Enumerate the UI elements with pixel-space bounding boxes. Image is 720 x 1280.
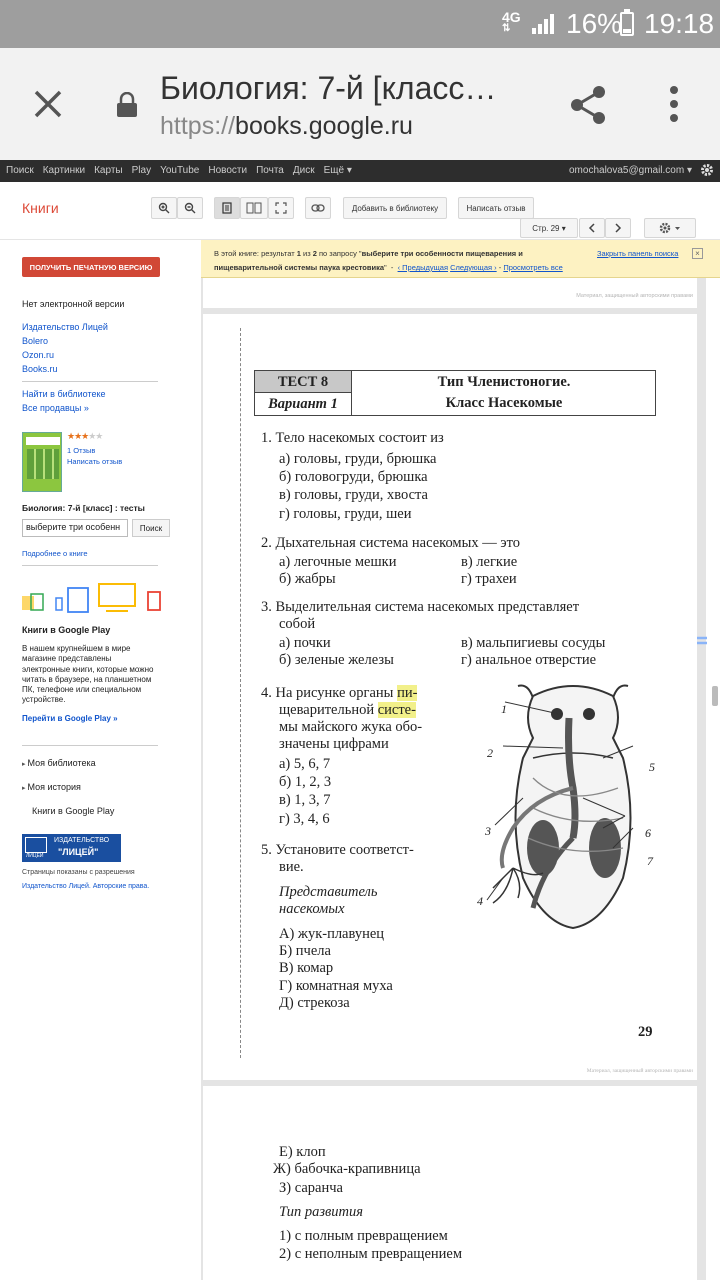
gbar-link-mail[interactable]: Почта [256,165,284,176]
seller-link-ozon[interactable]: Ozon.ru [22,350,55,360]
search-result-summary: В этой книге: результат 1 из 2 по запросу "выберите три особенности пищеварения и [214,249,523,258]
column-heading: Представитель [279,884,378,900]
insect-item: Ж) бабочка-крапивница [273,1161,421,1177]
gbar-link-play[interactable]: Play [131,165,152,176]
book-viewer[interactable] [201,278,706,1280]
link-icon [311,204,325,212]
search-in-book-input[interactable]: выберите три особенн [22,519,128,537]
settings-dropdown[interactable] [644,218,696,238]
seller-link-licey[interactable]: Издательство Лицей [22,322,108,332]
close-icon[interactable]: × [692,248,703,259]
play-description: В нашем крупнейшем в мире магазине представлены электронные книги, которые можно читать в браузере, на планшетном ПК, телефоне или специальном устройстве. [22,644,154,705]
get-print-version-button[interactable]: ПОЛУЧИТЬ ПЕЧАТНУЮ ВЕРСИЮ [22,257,160,277]
page-title: Биология: 7-й [класс… [160,70,497,106]
chevron-right-icon [614,223,622,233]
add-to-library-button[interactable]: Добавить в библиотеку [343,197,447,219]
prev-result-link[interactable]: ‹ Предыдущая [397,263,449,272]
books-header [0,182,720,240]
zoom-out-button[interactable] [177,197,203,219]
google-bar [0,160,720,182]
zoom-in-icon [158,202,170,214]
development-item: 2) с неполным превращением [279,1246,463,1262]
variant-label: Вариант 1 [255,393,352,415]
url-protocol: https:// [160,112,236,140]
expand-arrow-icon: ▸ [22,785,28,792]
signal-icon [530,12,558,36]
page-margin-line [240,328,241,1058]
question-4-cont: мы майского жука обо- [279,719,423,735]
two-page-view-button[interactable] [240,197,268,219]
answer-option: а) легочные мешки [279,554,397,570]
figure-label: 6 [645,826,651,840]
google-bar-links [6,165,352,176]
gbar-link-maps[interactable]: Карты [94,165,123,176]
answer-option: г) головы, груди, шеи [279,506,412,522]
book-icon [25,837,47,853]
question-3-cont: собой [279,616,316,632]
copyright-link[interactable]: Издательство Лицей. Авторские права. [22,883,150,890]
answer-option: в) головы, груди, хвоста [279,487,428,503]
gear-icon[interactable] [700,163,714,177]
go-to-play-link[interactable]: Перейти в Google Play » [22,714,118,723]
search-in-book-button[interactable]: Поиск [132,519,170,537]
gbar-link-search[interactable]: Поиск [6,165,34,176]
network-indicator: 4G ⇅ [502,9,521,34]
insect-item: Е) клоп [279,1144,326,1160]
figure-label: 7 [647,854,653,868]
development-item: 1) с полным превращением [279,1228,448,1244]
answer-option: в) мальпигиевы сосуды [461,635,606,651]
zoom-out-icon [184,202,196,214]
question-5-cont: вие. [279,859,304,875]
watermark: Материал, защищенный авторскими правами [586,1068,693,1074]
play-books-link[interactable]: Книги в Google Play [32,806,115,816]
sidebar [0,240,200,900]
answer-option: а) головы, груди, брюшка [279,451,437,467]
test-topic: Тип Членистоногие. Класс Насекомые [437,374,571,411]
find-in-library-link[interactable]: Найти в библиотеке [22,389,106,399]
answer-option: г) трахеи [461,571,517,587]
chevron-left-icon [588,223,596,233]
book-title: Биология: 7-й [класс] : тесты [22,503,145,513]
gbar-link-youtube[interactable]: YouTube [160,165,200,176]
publisher-logo[interactable]: ЛИЦЕЙ ИЗДАТЕЛЬСТВО "ЛИЦЕЙ" [22,834,121,862]
prev-page-button[interactable] [579,218,605,238]
gbar-link-news[interactable]: Новости [208,165,248,176]
books-logo[interactable]: Книги [22,200,59,216]
insect-item: Г) комнатная муха [279,978,393,994]
my-history-link[interactable]: ▸ Моя история [22,782,81,792]
gbar-link-images[interactable]: Картинки [42,165,86,176]
question-4-cont: щеварительной систе- [279,702,416,718]
answer-option: г) 3, 4, 6 [279,811,330,827]
account-email[interactable]: omochalova5@gmail.com ▾ [569,165,692,176]
column-heading: Тип развития [279,1204,364,1220]
answer-option: в) легкие [461,554,518,570]
search-result-query: пищеварительной системы паука крестовика" - ‹ Предыдущая Следующая › - Просмотреть все [214,263,563,272]
rating-stars: ★★★★★ [67,431,103,441]
devices-icon [22,582,164,616]
lock-icon [116,92,138,118]
book-page-29 [203,314,697,1080]
book-page-30 [203,1086,697,1280]
single-page-icon [222,202,232,214]
insect-item: А) жук-плавунец [279,926,385,942]
page-number: 29 [638,1024,653,1040]
answer-option: б) головогруди, брюшка [279,469,428,485]
figure-label: 1 [501,702,507,716]
answer-option: в) 1, 3, 7 [279,792,331,808]
gbar-link-more[interactable]: Ещё ▾ [323,165,352,176]
question-4: 4. На рисунке органы пи- [261,685,418,701]
gbar-link-drive[interactable]: Диск [292,165,315,176]
gear-icon [659,222,681,234]
single-page-view-button[interactable] [214,197,240,219]
figure-label: 5 [649,760,655,774]
close-search-panel-link[interactable]: Закрыть панель поиска [597,249,679,258]
divider [22,565,158,566]
insect-item: Д) стрекоза [279,995,350,1011]
overflow-menu-icon[interactable] [664,86,684,122]
beetle-digestive-system-figure [473,678,673,938]
no-ebook-text: Нет электронной версии [22,299,125,309]
answer-option: б) жабры [279,571,336,587]
expand-arrow-icon: ▸ [22,761,28,768]
my-library-link[interactable]: ▸ Моя библиотека [22,758,96,768]
browser-toolbar [0,48,720,160]
view-all-link[interactable]: Просмотреть все [503,263,563,272]
figure-label: 2 [487,746,493,760]
question-5: 5. Установите соответст- [261,842,414,858]
all-sellers-link[interactable]: Все продавцы » [22,403,89,413]
fullscreen-button[interactable] [268,197,294,219]
answer-option: а) почки [279,635,331,651]
divider [22,745,158,746]
insect-item: Б) пчела [279,943,331,959]
write-review-link[interactable]: Написать отзыв [67,457,123,466]
battery-percent: 16% [566,8,623,39]
battery-icon [620,12,634,36]
answer-option: г) анальное отверстие [461,652,597,668]
figure-label: 4 [477,894,483,908]
previous-page [203,278,697,308]
about-book-link[interactable]: Подробнее о книге [22,549,88,558]
question-4-cont: значены цифрами [279,736,389,752]
seller-link-bolero[interactable]: Bolero [22,336,49,346]
share-icon[interactable] [568,84,608,126]
write-review-button[interactable]: Написать отзыв [458,197,534,219]
zoom-in-button[interactable] [151,197,177,219]
close-tab-icon[interactable] [30,86,66,122]
watermark: Материал, защищенный авторскими правами [576,293,693,299]
answer-option: б) зеленые железы [279,652,394,668]
page-selector[interactable]: Стр. 29 ▾ [520,218,578,238]
side-handle-icon[interactable] [696,632,708,650]
reviews-count-link[interactable]: 1 Отзыв [67,446,96,455]
test-label: ТЕСТ 8 [255,371,352,393]
column-heading: насекомых [279,901,345,917]
divider [22,381,158,382]
test-header-table [254,370,656,416]
url-host: books.google.ru [235,112,413,140]
clock: 19:18 [644,8,715,39]
next-page-button[interactable] [605,218,631,238]
play-heading: Книги в Google Play [22,625,111,635]
search-results-bar [201,240,720,278]
two-page-icon [246,202,262,214]
permission-text: Страницы показаны с разрешения [22,869,135,876]
fullscreen-icon [275,202,287,214]
question-1: 1. Тело насекомых состоит из [261,430,444,446]
answer-option: а) 5, 6, 7 [279,756,331,772]
answer-option: б) 1, 2, 3 [279,774,332,790]
seller-link-books[interactable]: Books.ru [22,364,58,374]
link-button[interactable] [305,197,331,219]
question-2: 2. Дыхательная система насекомых — это [261,535,520,551]
status-bar [0,0,720,48]
question-3: 3. Выделительная система насекомых представляет [261,599,580,615]
insect-item: В) комар [279,960,334,976]
insect-item: З) саранча [279,1180,343,1196]
next-result-link[interactable]: Следующая › [450,263,497,272]
url-bar[interactable] [160,112,413,141]
book-cover[interactable] [22,432,62,492]
figure-label: 3 [485,824,491,838]
scrollbar-thumb[interactable] [712,686,718,706]
